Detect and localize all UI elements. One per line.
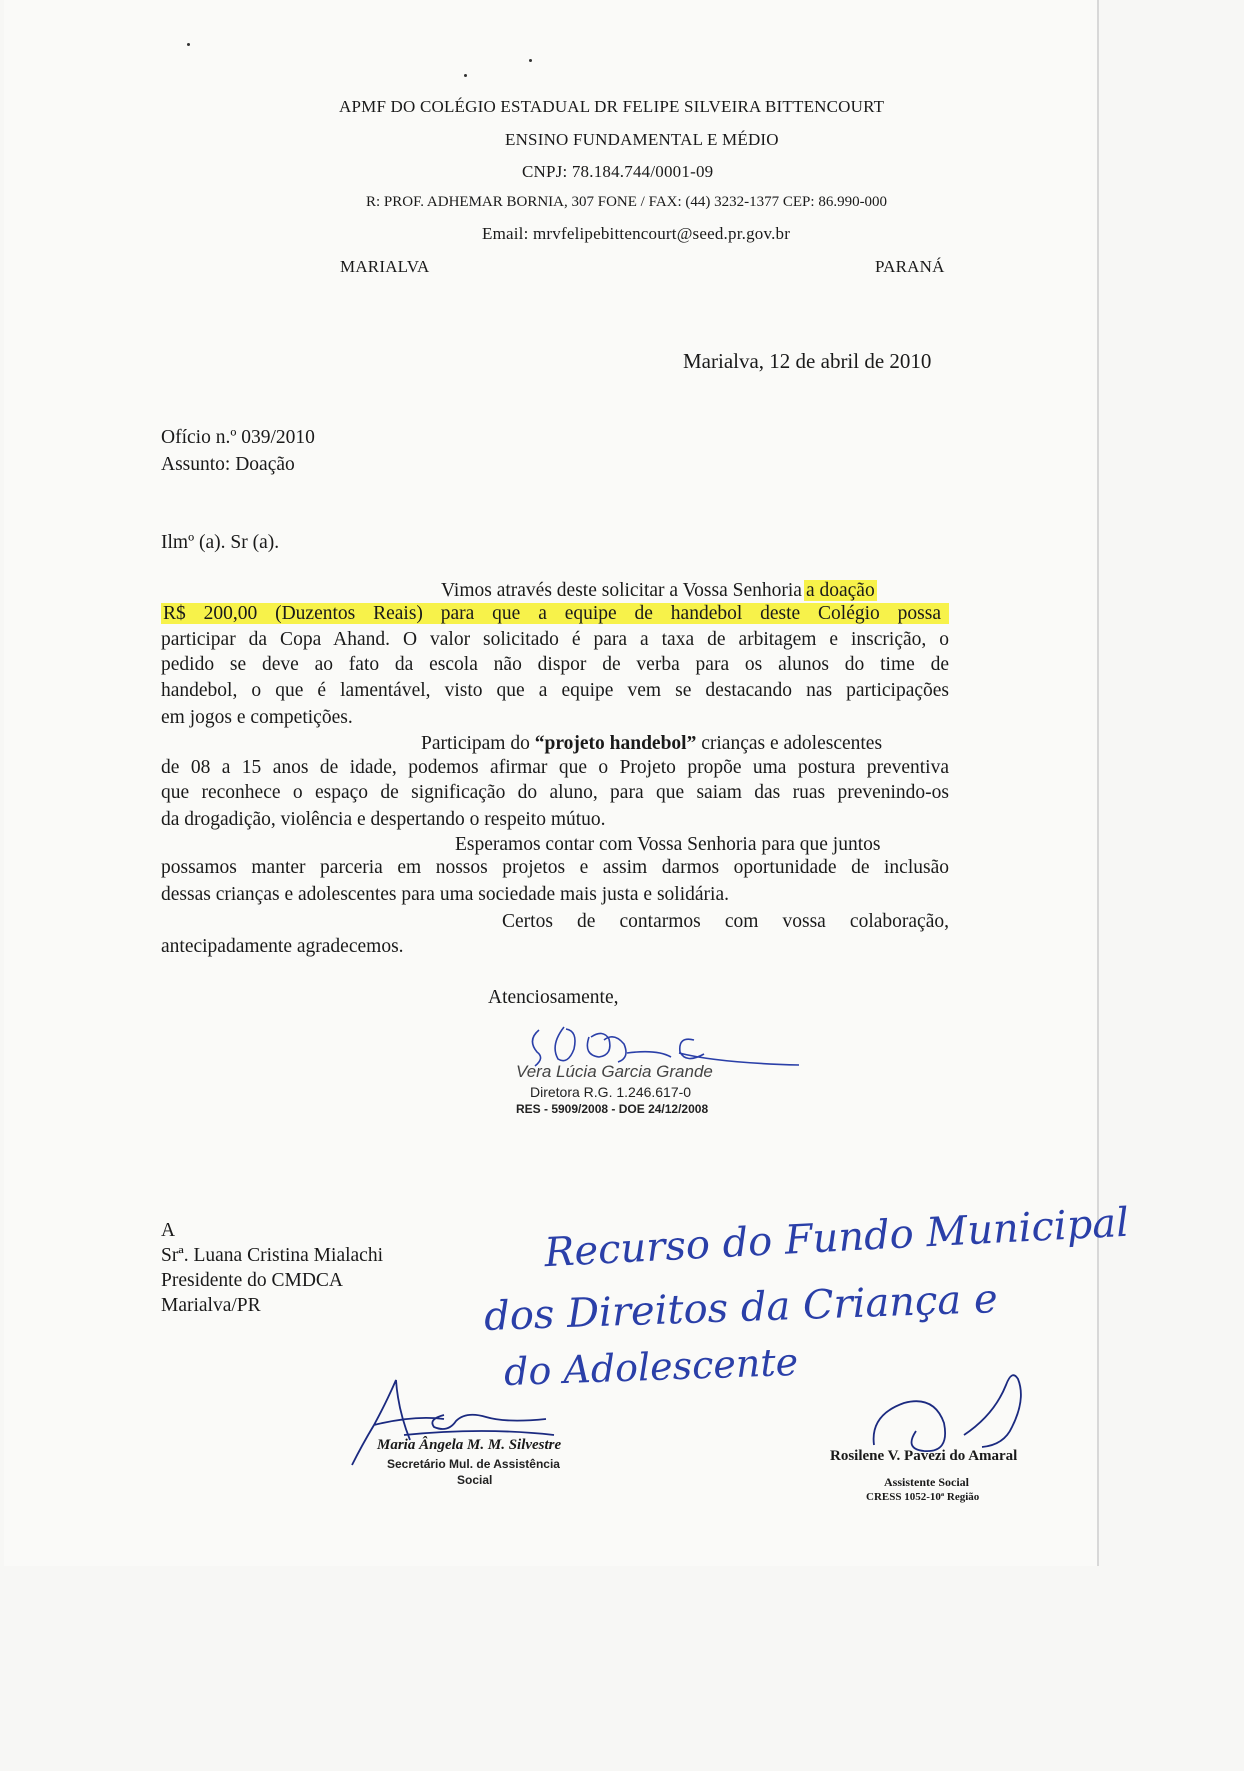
header-state: PARANÁ [875,257,945,276]
project-name: “projeto handebol” [534,733,697,754]
body-paragraph-1-line-2 [161,603,949,625]
director-role: Diretora R.G. 1.246.617-0 [530,1084,692,1100]
header-school-level: ENSINO FUNDAMENTAL E MÉDIO [505,130,779,149]
scan-speck [529,59,532,62]
recipient-title: Presidente do CMDCA [161,1270,343,1291]
body-paragraph-1-line-6: em jogos e competições. [161,707,353,728]
director-name: Vera Lúcia Garcia Grande [516,1062,713,1081]
body-paragraph-3-line-2: possamos manter parceria em nossos projetos e assim darmos oportunidade de inclusão [161,857,949,878]
social-worker-role: Assistente Social [884,1475,969,1489]
body-paragraph-1-line-5: handebol, o que é lamentável, visto que a equipe vem se destacando nas participações [161,680,949,701]
closing: Atenciosamente, [488,987,619,1008]
body-paragraph-2-line-3: que reconhece o espaço de significação do aluno, para que saiam das ruas prevenindo-os [161,782,949,803]
body-paragraph-2-line-1 [421,731,882,757]
social-worker-name: Rosilene V. Pavezi do Amaral [830,1448,1018,1464]
handwritten-note-line-1: Recurso do Fundo Municipal [543,1199,1131,1277]
social-worker-cress: CRESS 1052-10ª Região [866,1491,980,1503]
letter-page [4,0,1131,1566]
director-res: RES - 5909/2008 - DOE 24/12/2008 [516,1102,709,1116]
letter-date: Marialva, 12 de abril de 2010 [683,349,932,373]
salutation: Ilmº (a). Sr (a). [161,532,280,553]
body-paragraph-1-line-4: pedido se deve ao fato da escola não dispor de verba para os alunos do time de [161,654,949,675]
body-text-normal: Vimos através deste solicitar a Vossa Senhoria [441,580,802,601]
body-paragraph-1-line-3: participar da Copa Ahand. O valor solicitado é para a taxa de arbitagem e inscrição, o [161,629,949,650]
secretary-role-line-2: Social [457,1473,493,1487]
body-paragraph-4-line-1: Certos de contarmos com vossa colaboração, [502,911,949,932]
header-email: Email: mrvfelipebittencourt@seed.pr.gov.br [482,224,791,243]
body-paragraph-4-line-2: antecipadamente agradecemos. [161,936,404,957]
recipient-prefix: A [161,1220,176,1241]
body-paragraph-2-line-2: de 08 a 15 anos de idade, podemos afirmar que o Projeto propõe uma postura preventiva [161,757,949,778]
scan-speck [464,74,467,77]
body-text-normal: crianças e adolescentes [701,733,883,754]
subject-line: Assunto: Doação [161,454,295,475]
body-paragraph-2-line-4: da drogadição, violência e despertando o respeito mútuo. [161,809,606,830]
secretary-name: Maria Ângela M. M. Silvestre [377,1437,562,1453]
oficio-number: Ofício n.º 039/2010 [161,427,315,448]
secretary-role-line-1: Secretário Mul. de Assistência [387,1457,560,1471]
header-school-name: APMF DO COLÉGIO ESTADUAL DR FELIPE SILVEIRA BITTENCOURT [339,97,885,116]
header-city: MARIALVA [340,257,430,276]
highlighted-text: R$ 200,00 (Duzentos Reais) para que a equipe de handebol deste Colégio possa [161,603,949,624]
recipient-name: Srª. Luana Cristina Mialachi [161,1245,383,1266]
header-cnpj: CNPJ: 78.184.744/0001-09 [522,162,714,181]
handwritten-note-line-3: do Adolescente [503,1339,799,1395]
handwritten-note-line-2: dos Direitos da Criança e [483,1276,999,1340]
secretary-signature-scribble [344,1375,604,1470]
body-paragraph-3-line-1: Esperamos contar com Vossa Senhoria para que juntos [455,834,881,855]
recipient-city: Marialva/PR [161,1295,261,1316]
body-paragraph-1-line-1 [441,578,877,604]
highlighted-text: a doação [805,580,875,601]
header-address: R: PROF. ADHEMAR BORNIA, 307 FONE / FAX: (44) 3232-1377 CEP: 86.990-000 [366,194,888,210]
body-text-normal: Participam do [421,733,530,754]
body-paragraph-3-line-3: dessas crianças e adolescentes para uma sociedade mais justa e solidária. [161,884,729,905]
scan-speck [187,43,190,46]
